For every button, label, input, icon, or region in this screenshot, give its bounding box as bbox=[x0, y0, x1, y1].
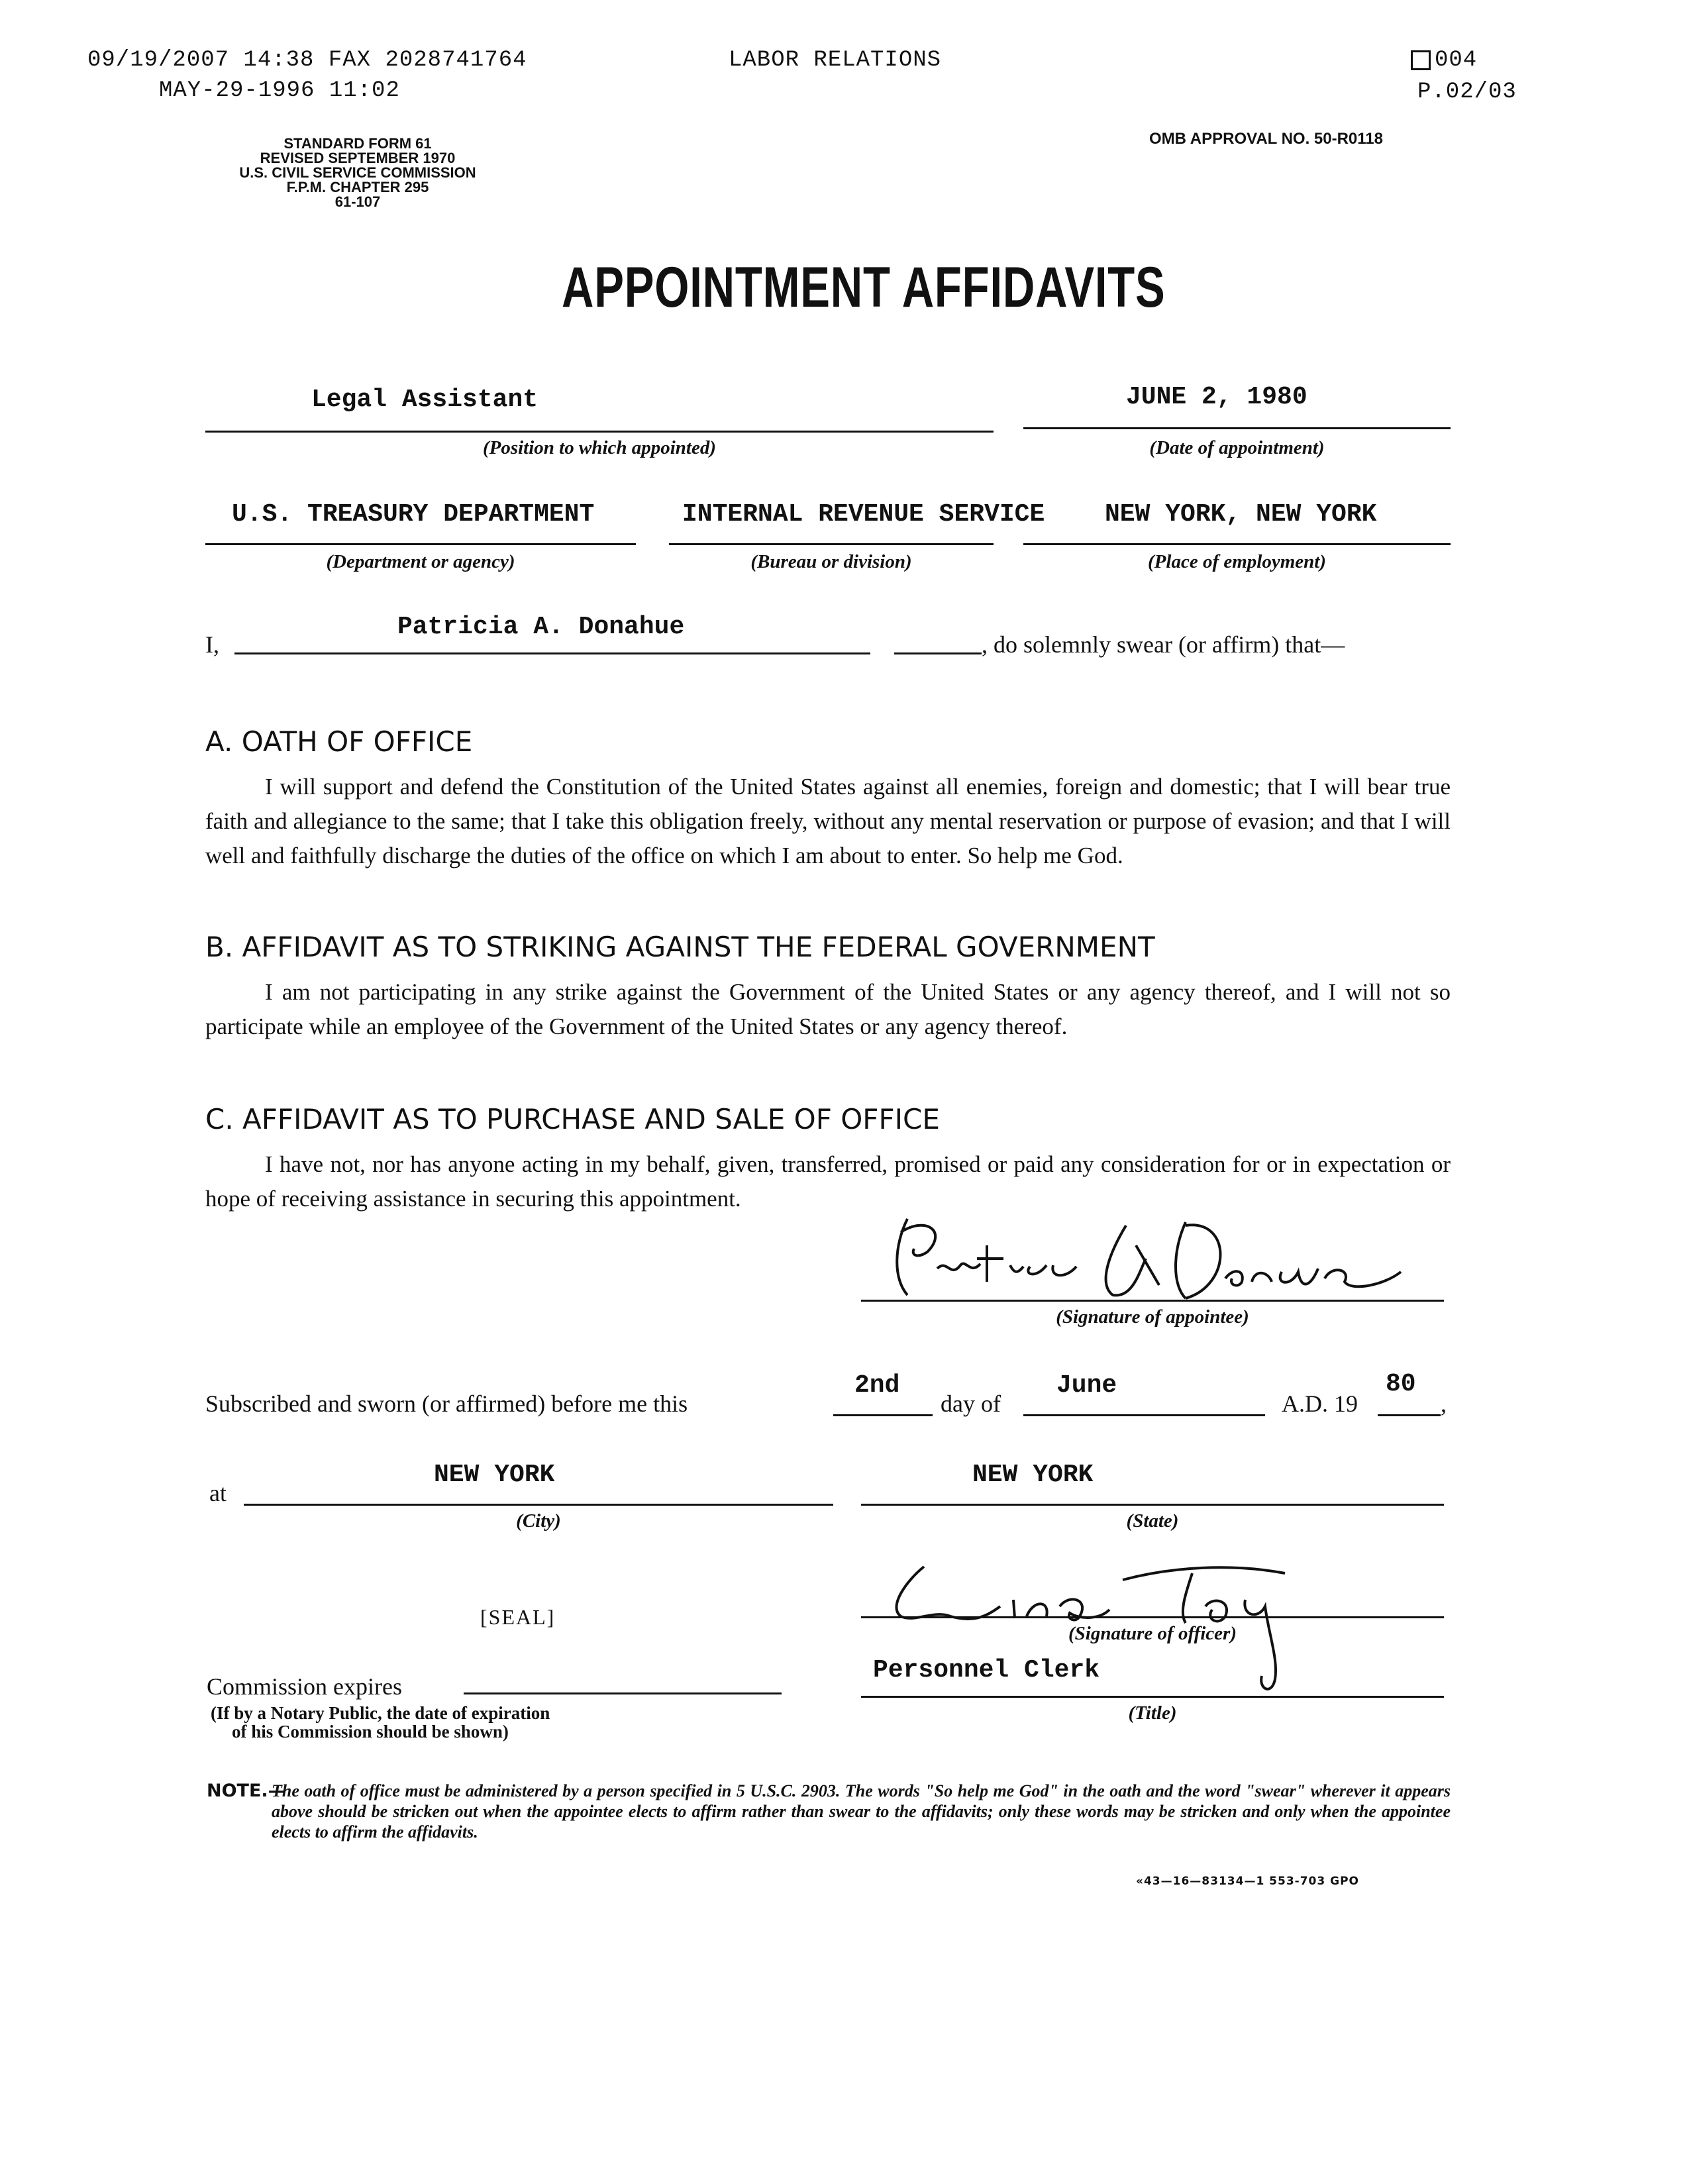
department-line bbox=[205, 543, 636, 545]
print-code: «43—16—83134—1 553-703 GPO bbox=[1136, 1875, 1359, 1888]
name-line-extension bbox=[894, 652, 982, 654]
city-caption: (City) bbox=[516, 1510, 561, 1532]
position-value: Legal Assistant bbox=[311, 386, 538, 414]
place-caption: (Place of employment) bbox=[1148, 551, 1326, 572]
subscribed-prefix: Subscribed and sworn (or affirmed) before me this bbox=[205, 1390, 688, 1417]
commission-expires-line bbox=[464, 1692, 782, 1694]
form-id-line: STANDARD FORM 61 bbox=[283, 135, 432, 152]
at-label: at bbox=[209, 1480, 227, 1506]
officer-title-line bbox=[861, 1696, 1444, 1698]
purchase-sale-heading: C. AFFIDAVIT AS TO PURCHASE AND SALE OF OFFICE bbox=[205, 1103, 940, 1135]
form-id-line: 61-107 bbox=[334, 193, 381, 210]
officer-title-value: Personnel Clerk bbox=[873, 1656, 1100, 1685]
state-line bbox=[861, 1504, 1444, 1506]
place-value: NEW YORK, NEW YORK bbox=[1105, 500, 1377, 529]
form-id-line: U.S. CIVIL SERVICE COMMISSION bbox=[239, 164, 476, 181]
sworn-year: 80 bbox=[1386, 1370, 1416, 1398]
officer-signature-line bbox=[861, 1616, 1444, 1618]
bureau-line bbox=[669, 543, 994, 545]
appointee-signature-line bbox=[861, 1300, 1444, 1302]
striking-affidavit-heading: B. AFFIDAVIT AS TO STRIKING AGAINST THE FEDERAL GOVERNMENT bbox=[205, 931, 1155, 963]
commission-note-line: (If by a Notary Public, the date of expiration bbox=[211, 1703, 550, 1723]
officer-title-caption: (Title) bbox=[1128, 1702, 1177, 1724]
bureau-caption: (Bureau or division) bbox=[750, 551, 912, 572]
note-text: The oath of office must be administered by a person specified in 5 U.S.C. 2903. The words "So help me God" in the oath and the word "swear" wherever it appears above should be stricken out when the appointee elects to affirm rather than swear to the affidavits; only these words may be stricken and only when the appointee elects to affirm the affidavits. bbox=[272, 1781, 1451, 1842]
fax-timestamp-line: 09/19/2007 14:38 FAX 2028741764 bbox=[87, 48, 527, 73]
department-caption: (Department or agency) bbox=[326, 551, 515, 572]
officer-signature-caption: (Signature of officer) bbox=[1068, 1623, 1237, 1644]
swear-suffix: , do solemnly swear (or affirm) that— bbox=[982, 631, 1345, 658]
fax-transmission-date: MAY-29-1996 11:02 bbox=[159, 78, 400, 103]
day-line bbox=[833, 1414, 933, 1416]
place-line bbox=[1023, 543, 1451, 545]
appointee-signature bbox=[888, 1206, 1404, 1315]
seal-marker: [SEAL] bbox=[480, 1605, 556, 1629]
form-identification bbox=[172, 136, 543, 209]
appointment-date-value: JUNE 2, 1980 bbox=[1126, 383, 1307, 411]
fax-page-code: 004 bbox=[1435, 48, 1478, 73]
bureau-value: INTERNAL REVENUE SERVICE bbox=[682, 500, 1045, 529]
state-caption: (State) bbox=[1126, 1510, 1179, 1532]
name-line bbox=[234, 652, 870, 654]
ad-label: A.D. 19 bbox=[1282, 1390, 1358, 1417]
commission-note-line: of his Commission should be shown) bbox=[232, 1722, 509, 1742]
fax-page-box-icon bbox=[1411, 50, 1431, 70]
day-of-label: day of bbox=[941, 1390, 1001, 1417]
date-caption: (Date of appointment) bbox=[1149, 437, 1325, 458]
oath-of-office-heading: A. OATH OF OFFICE bbox=[205, 725, 473, 758]
city-value: NEW YORK bbox=[434, 1461, 555, 1489]
department-value: U.S. TREASURY DEPARTMENT bbox=[232, 500, 595, 529]
fax-page-ratio: P.02/03 bbox=[1417, 79, 1517, 105]
page-title: APPOINTMENT AFFIDAVITS bbox=[562, 256, 1166, 319]
fax-department: LABOR RELATIONS bbox=[729, 48, 942, 73]
form-id-line: F.P.M. CHAPTER 295 bbox=[286, 179, 429, 195]
form-id-line: REVISED SEPTEMBER 1970 bbox=[260, 150, 456, 166]
commission-note bbox=[211, 1704, 550, 1741]
appointee-signature-caption: (Signature of appointee) bbox=[1056, 1306, 1249, 1327]
swear-prefix: I, bbox=[205, 631, 219, 658]
month-line bbox=[1023, 1414, 1265, 1416]
oath-of-office-text: I will support and defend the Constitution of the United States against all enemies, foreign and domestic; that I will bear true faith and allegiance to the same; that I take this obligation freely, without any mental reservation or purpose of evasion; and that I will well and faithfully discharge the duties of the office on which I am about to enter. So help me God. bbox=[205, 774, 1451, 868]
omb-approval-number: OMB APPROVAL NO. 50-R0118 bbox=[1149, 130, 1383, 148]
city-line bbox=[244, 1504, 833, 1506]
year-line bbox=[1378, 1414, 1441, 1416]
appointee-name: Patricia A. Donahue bbox=[397, 613, 685, 641]
date-line bbox=[1023, 427, 1451, 429]
sworn-month: June bbox=[1056, 1371, 1117, 1400]
position-caption: (Position to which appointed) bbox=[482, 437, 717, 458]
position-line bbox=[205, 431, 994, 433]
commission-expires-label: Commission expires bbox=[207, 1673, 402, 1700]
note-label: NOTE.— bbox=[207, 1781, 286, 1801]
purchase-sale-text: I have not, nor has anyone acting in my behalf, given, transferred, promised or paid any consideration for or in expectation or hope of receiving assistance in securing this appointment. bbox=[205, 1151, 1451, 1212]
state-value: NEW YORK bbox=[972, 1461, 1094, 1489]
sworn-day: 2nd bbox=[854, 1371, 900, 1400]
subscribed-comma: , bbox=[1441, 1390, 1447, 1417]
striking-affidavit-text: I am not participating in any strike against the Government of the United States or any agency thereof, and I will not so participate while an employee of the Government of the United States or any agency thereof. bbox=[205, 979, 1451, 1039]
